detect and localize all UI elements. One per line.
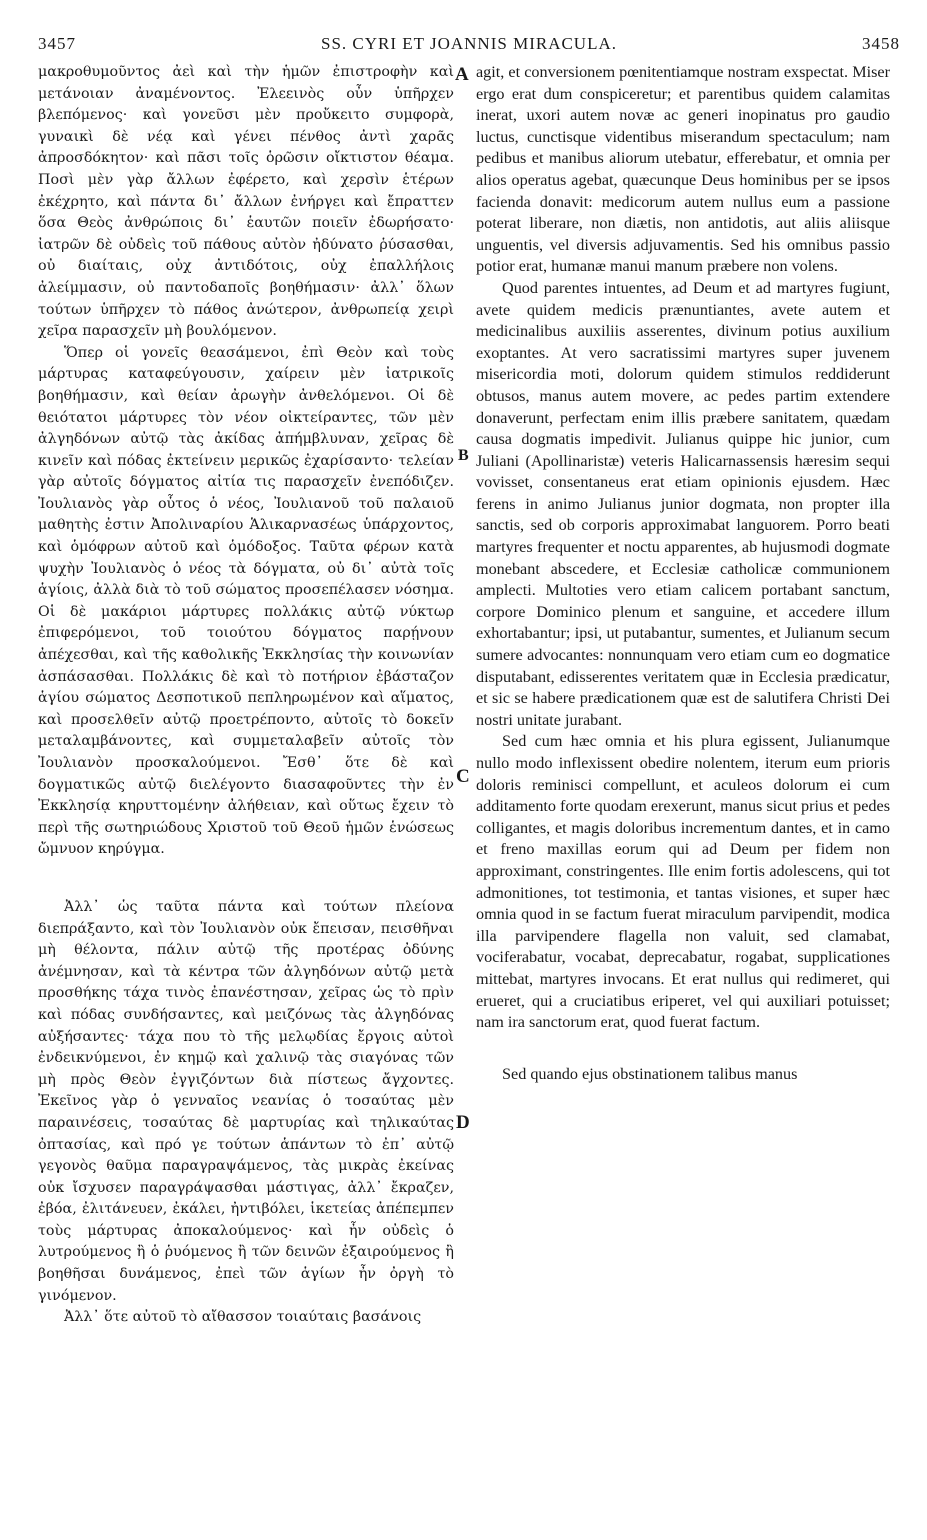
greek-paragraph-3: Ἀλλ᾽ ὡς ταῦτα πάντα καὶ τούτων πλείονα διεπράξαντο, καὶ τὸν Ἰουλιανὸν οὐκ ἔπεισαν, πεισθῆναι μὴ θέλοντα, πάλιν αὐτῷ τῆς προτέρας ὀδύνης ἀνέμνησαν, καὶ τὰ κέντρα τῶν ἀλγηδόνων αὐτῷ μετὰ προσθήκης τάχα τινὸς ἐπανέστησαν, χεῖρας ὡς τὸ πρὶν καὶ πόδας συνδήσαντες, καὶ μειζόνως τὰς ἀλγηδόνας αὐξήσαντες· τάχα που τὸ τῆς μελῳδίας ἔργοις αὐτοὶ ἐνδεικνύμενοι, ἐν κημῷ καὶ χαλινῷ τὰς σιαγόνας τῶν μὴ πρὸς Θεὸν ἐγγιζόντων διὰ πίστεως ἄγχοντες. Ἐκεῖνος γὰρ ὁ γενναῖος νεανίας ὁ τοσαύτας μὲν παραινέσεις, τοσαύτας δὲ μαρτυρίας καὶ τηλικαύτας ὀπτασίας, καὶ πρό γε τούτων ἁπάντων τὸ ἐπ᾽ αὐτῷ γεγονὸς θαῦμα παραγραψάμενος, τὰς μικρὰς ἐκείνας οὐκ ἴσχυσεν παραγράψασθαι μάστιγας, ἀλλ᾽ ἔκραζεν, ἐβόα, ἐλιτάνευεν, ἐκάλει, ἠντιβόλει, ἱκετείας ἀπέπεμπεν τοὺς μάρτυρας ἀποκαλούμενος· καὶ ἦν οὐδεὶς ὁ λυτρούμενος ἢ ὁ ῥυόμενος ἢ τῶν δεινῶν ἐξαιρούμενος ἢ βοηθῆσαι δυνάμενος, ἐπεὶ τῶν ἁγίων ἦν ὀργὴ τὸ γινόμενον. bbox=[38, 898, 454, 1304]
section-marker-a: A bbox=[455, 64, 469, 85]
page-number-right: 3458 bbox=[862, 34, 900, 53]
section-marker-b: B bbox=[458, 447, 469, 464]
greek-paragraph-4: Ἀλλ᾽ ὅτε αὐτοῦ τὸ αἴθασσον τοιαύταις βασάνοις bbox=[64, 1309, 422, 1326]
greek-paragraph-1: μακροθυμοῦντος ἀεὶ καὶ τὴν ἡμῶν ἐπιστροφὴν καὶ μετάνοιαν ἀναμένοντος. Ἐλεεινὸς οὖν ὑπῆρχεν βλεπόμενος· καὶ γονεῦσι μὲν προὔκειτο συμφορὰ, γυναικὶ δὲ νέᾳ καὶ γένει πένθος ἀντὶ χαρᾶς ἀπροσδόκητον· καὶ πᾶσι τοῖς ὁρῶσιν οἴκτιστον θέαμα. Ποσὶ μὲν γὰρ ἄλλων ἐφέρετο, καὶ χερσὶν ἑτέρων ἐκέχρητο, καὶ πάντα δι᾽ ἄλλων ἐνήργει καὶ ἔπραττεν ὅσα Θεὸς ἀνθρώποις δι᾽ ἑαυτῶν ποιεῖν ἐδωρήσατο· ἰατρῶν δὲ οὐδεὶς τοῦ πάθους αὐτὸν ἠδύνατο ῥύσασθαι, οὐ διαίταις, οὐχ ἀντιδότοις, οὐχ ἐπαλλήλοις ἀλείμμασιν, οὐ παντοδαποῖς βοηθήμασιν· ἀλλ᾽ ὅλων τούτων ὑπῆρχεν τὸ πάθος ἀνώτερον, ἀνθρωπείᾳ χειρὶ χεῖρα παρασχεῖν μὴ βουλόμενον. bbox=[38, 64, 454, 340]
latin-paragraph-3: Sed cum hæc omnia et his plura egissent, Julianumque nullo modo inflexissent obedire nolentem, iterum eum prioris doloris reminisci compellunt, et aculeos dolorum ei cum additamento forte quodam erexerunt, manus sicut prius et pedes colligantes, et magis doloribus incrementum dantes, et in camo et freno maxillas eorum qui ad Deum per fidem non approximant, constringentes. Ille enim fortis adolescens, qui tot admonitiones, tot testimonia, et tantas visiones, et super hæc omnia quod in se factum fuerat miraculum parvipendit, modica illa parvipendere flagella non valuit, sed clamabat, vociferabatur, vocabat, deprecabatur, rogabat, supplicationes mittebat, martyres invocans. Et erat nullus qui redimeret, qui erueret, qui a cruciatibus eriperet, vel qui auxiliari potuisset; nam ira sanctorum erat, quod fuerat factum. bbox=[476, 732, 891, 1032]
latin-paragraph-1: agit, et conversionem pœnitentiamque nostram exspectat. Miser ergo erat dum conspiceretur; et parentibus quidem calamitas inerat, uxori autem novæ ac generi inopinatus pro gaudio luctus, cunctisque videntibus miserandum spectaculum; nam pedibus et manibus aliorum utebatur, efferebatur, et omnia per alios operatus agebat, quæcunque Deus hominibus per se ipsos facienda donavit: medicorum autem nullus eum a passione poterat liberare, non diætis, non antidotis, aut aliis aliisque unguentis, vel diversis adjuvamentis. Sed his omnibus passio potior erat, humanæ manui manum præbere non volens. bbox=[476, 63, 890, 276]
greek-paragraph-2: Ὅπερ οἱ γονεῖς θεασάμενοι, ἐπὶ Θεὸν καὶ τοὺς μάρτυρας καταφεύγουσιν, χαίρειν μὲν ἰατρικοῖς βοηθήμασιν, καὶ θείαν ἀρωγὴν ἀνθελόμενοι. Οἱ δὲ θειότατοι μάρτυρες τὸν νέον οἰκτείραντες, τῶν μὲν ἀλγηδόνων αὐτῷ τὰς ἀκίδας ἀπήμβλυναν, χεῖρας δὲ κινεῖν καὶ πόδας ἐκτείνειν μερικῶς ἐχαρίσαντο· τελείαν γὰρ αὐτοῖς δόγματος αἰτία τις παρασχεῖν ἐνεπόδιζεν. Ἰουλιανὸς γὰρ οὗτος ὁ νέος, Ἰουλιανοῦ τοῦ παλαιοῦ μαθητὴς ἐστιν Ἀπολιναρίου Ἁλικαρνασέως ὑπάρχοντος, καὶ ὁμόφρων αὐτοῦ καὶ ὁμόδοξος. Ταῦτα φέρων κατὰ ψυχὴν Ἰουλιανὸς ὁ νέος τὰ δόγματα, οὐ δι᾽ αὐτὰ τοῖς ἁγίοις, ἀλλὰ διὰ τὸ τοῦ σώματος προσεπέλασεν νόσημα. Οἱ δὲ μακάριοι μάρτυρες πολλάκις αὐτῷ νύκτωρ ἐπιφερόμενοι, τοῦ τοιούτου δόγματος παρῄνουν ἀπέχεσθαι, καὶ τῆς καθολικῆς Ἐκκλησίας τὴν κοινωνίαν ἀσπάσασθαι. Πολλάκις δὲ καὶ τὸ ποτήριον ἐβάσταζον ἁγίου σώματος Δεσποτικοῦ πεπληρωμένον καὶ αἵματος, καὶ προσελθεῖν αὐτῷ προετρέποντο, αὐτοῖς τὸ δοκεῖν μεταλαμβάνοντες, καὶ συμμεταλαβεῖν αὐτοῖς τὸν Ἰουλιανὸν προσκαλούμενοι. Ἔσθ᾽ ὅτε δὲ καὶ δογματικῶς αὐτῷ διελέγοντο διασαφοῦντες τὴν ἐν Ἐκκλησίᾳ κηρυττομένην ἀλήθειαν, καὶ οὕτως ἔχειν τὸ περὶ τῆς σωτηριώδους Χριστοῦ τοῦ Θεοῦ ἡμῶν ἑνώσεως ὤμνυον κηρύγμα. bbox=[38, 344, 454, 858]
latin-column bbox=[476, 62, 890, 1085]
greek-column bbox=[38, 62, 454, 1329]
latin-paragraph-4: Sed quando ejus obstinationem talibus manus bbox=[502, 1064, 798, 1083]
page-number-left: 3457 bbox=[38, 34, 76, 53]
section-marker-d: D bbox=[456, 1112, 470, 1133]
latin-paragraph-2: Quod parentes intuentes, ad Deum et ad martyres fugiunt, avete quidem medicis prænuntiantes, avete autem et medicinalibus auxiliis asserentes, divinum potius auxilium exoptantes. At vero sacratissimi martyres super juvenem misericordia moti, dolorum quidem stimulos reddiderunt obtusos, manus autem movere, ac pedes partim extendere donaverunt, perfectam enim illis præbere sanitatem, quædam causa dogmatis impedivit. Julianus quippe hic junior, cum Juliani (Apollinaristæ) veteris Halicarnassensis hæresim sequi vovisset, consentaneus erat etiam opinionis ejusdem. Hæc ferens in animo Julianus junior dogmata, non propter illa sanctis, sed ob corporis approximabat languorem. Porro beati martyres frequenter et noctu apparentes, ab hujusmodi dogmate monebant abscedere, et Ecclesiæ catholicæ communionem amplecti. Multoties vero etiam calicem portabant sanctum, corpore Dominico plenum et sanguine, et accedere illum exhortabantur; ipsi, ut putabantur, sumentes, et Julianum secum sumere advocantes: nonnunquam vero etiam cum eo dogmatice disputabant, edisserentes veritatem quæ in Ecclesia prædicatur, et sic se habere prædicationem quæ est de salutifera Christi Dei nostri unitate jurabant. bbox=[476, 278, 890, 729]
page-header bbox=[38, 34, 900, 60]
running-title: SS. CYRI ET JOANNIS MIRACULA. bbox=[321, 34, 617, 53]
section-marker-c: C bbox=[456, 766, 470, 787]
